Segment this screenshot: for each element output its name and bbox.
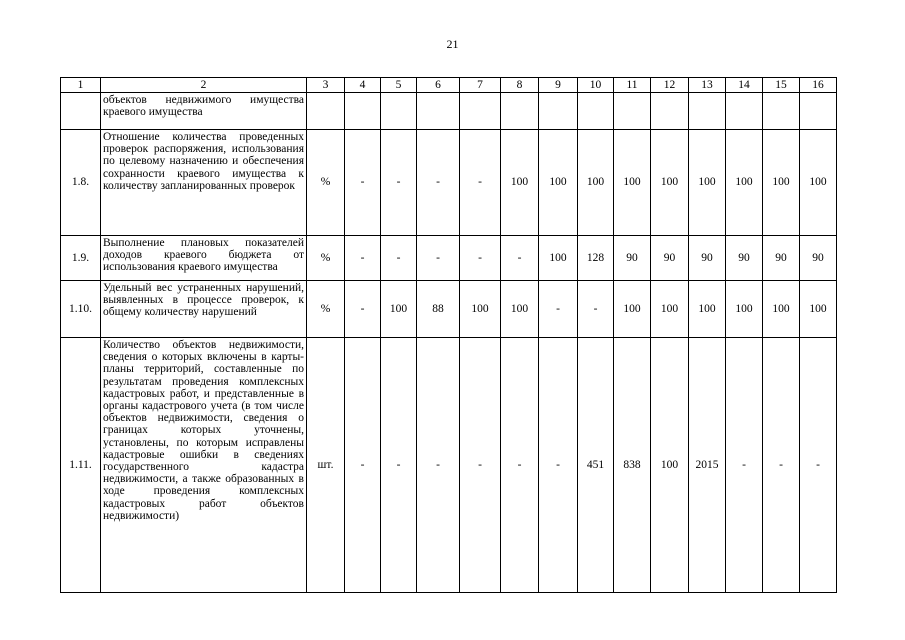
value-cell	[800, 93, 837, 130]
value-cell	[689, 93, 726, 130]
value-cell: 100	[800, 130, 837, 236]
value-cell	[726, 93, 763, 130]
indicator-table	[60, 77, 837, 593]
value-cell: 90	[800, 236, 837, 281]
value-cell: 100	[614, 281, 651, 338]
value-cell: -	[417, 130, 460, 236]
value-cell: 451	[578, 338, 614, 593]
header-cell: 3	[307, 78, 345, 93]
value-cell: -	[345, 338, 381, 593]
value-cell: -	[345, 130, 381, 236]
table-row	[61, 338, 837, 593]
value-cell: -	[501, 236, 539, 281]
value-cell: 90	[614, 236, 651, 281]
unit-cell: шт.	[307, 338, 345, 593]
value-cell: -	[501, 338, 539, 593]
value-cell: 100	[501, 281, 539, 338]
value-cell: 128	[578, 236, 614, 281]
value-cell: -	[345, 236, 381, 281]
header-cell: 4	[345, 78, 381, 93]
row-number: 1.10.	[61, 281, 101, 338]
value-cell: -	[417, 236, 460, 281]
unit-cell	[307, 93, 345, 130]
value-cell: -	[726, 338, 763, 593]
indicator-description: Отношение количества проведенных проверок распоряжения, использования по целевому назначению и обеспечения сохранности краевого имущества к количеству запланированных проверок	[101, 130, 307, 236]
value-cell: 100	[763, 130, 800, 236]
value-cell: 838	[614, 338, 651, 593]
value-cell	[651, 93, 689, 130]
row-number: 1.8.	[61, 130, 101, 236]
value-cell: 88	[417, 281, 460, 338]
value-cell: 100	[689, 281, 726, 338]
indicator-description: Выполнение плановых показателей доходов краевого бюджета от использования краевого имущества	[101, 236, 307, 281]
value-cell	[763, 93, 800, 130]
value-cell: 100	[539, 130, 578, 236]
unit-cell: %	[307, 281, 345, 338]
indicator-description: Удельный вес устраненных нарушений, выявленных в процессе проверок, к общему количеству нарушений	[101, 281, 307, 338]
row-number: 1.11.	[61, 338, 101, 593]
value-cell: 100	[539, 236, 578, 281]
header-cell: 11	[614, 78, 651, 93]
header-cell: 13	[689, 78, 726, 93]
value-cell: 100	[381, 281, 417, 338]
value-cell: 100	[614, 130, 651, 236]
row-number: 1.9.	[61, 236, 101, 281]
value-cell: -	[460, 130, 501, 236]
value-cell: 100	[726, 281, 763, 338]
header-cell: 5	[381, 78, 417, 93]
value-cell: 100	[763, 281, 800, 338]
value-cell: -	[381, 338, 417, 593]
header-cell: 1	[61, 78, 101, 93]
value-cell: 100	[501, 130, 539, 236]
header-cell: 2	[101, 78, 307, 93]
value-cell: 100	[460, 281, 501, 338]
header-cell: 10	[578, 78, 614, 93]
value-cell: -	[539, 281, 578, 338]
table-row	[61, 130, 837, 236]
value-cell	[381, 93, 417, 130]
indicator-description: объектов недвижимого имущества краевого имущества	[101, 93, 307, 130]
value-cell: -	[345, 281, 381, 338]
header-cell: 7	[460, 78, 501, 93]
value-cell: 90	[726, 236, 763, 281]
value-cell	[460, 93, 501, 130]
value-cell: -	[381, 130, 417, 236]
value-cell: -	[578, 281, 614, 338]
value-cell: -	[460, 338, 501, 593]
header-cell: 8	[501, 78, 539, 93]
value-cell: -	[763, 338, 800, 593]
header-cell: 16	[800, 78, 837, 93]
row-number	[61, 93, 101, 130]
header-cell: 15	[763, 78, 800, 93]
value-cell: -	[417, 338, 460, 593]
indicator-description: Количество объектов недвижимости, сведения о которых включены в карты-планы территорий, составленные по результатам проведения комплексных кадастровых работ, и представленные в органы кадастрового учета (в том числе объектов недвижимости, сведения о границах которых уточнены, установлены, по которым исправлены кадастровые ошибки в сведениях государственного кадастра недвижимости, а также образованных в ходе проведения комплексных кадастровых работ объектов недвижимости)	[101, 338, 307, 593]
value-cell	[539, 93, 578, 130]
header-row	[61, 78, 837, 93]
page-number: 21	[446, 37, 459, 51]
value-cell: 90	[763, 236, 800, 281]
value-cell	[345, 93, 381, 130]
unit-cell: %	[307, 130, 345, 236]
header-cell: 6	[417, 78, 460, 93]
value-cell: 100	[578, 130, 614, 236]
header-cell: 14	[726, 78, 763, 93]
value-cell	[614, 93, 651, 130]
value-cell: 2015	[689, 338, 726, 593]
header-cell: 12	[651, 78, 689, 93]
value-cell: 100	[689, 130, 726, 236]
value-cell: 100	[651, 281, 689, 338]
table-row	[61, 236, 837, 281]
unit-cell: %	[307, 236, 345, 281]
value-cell: -	[460, 236, 501, 281]
value-cell	[578, 93, 614, 130]
value-cell	[417, 93, 460, 130]
value-cell: -	[800, 338, 837, 593]
value-cell: 90	[689, 236, 726, 281]
value-cell: 100	[651, 130, 689, 236]
value-cell: -	[381, 236, 417, 281]
value-cell: 100	[726, 130, 763, 236]
value-cell: 90	[651, 236, 689, 281]
table-row	[61, 281, 837, 338]
header-cell: 9	[539, 78, 578, 93]
value-cell: 100	[651, 338, 689, 593]
value-cell: -	[539, 338, 578, 593]
value-cell: 100	[800, 281, 837, 338]
table-row	[61, 93, 837, 130]
value-cell	[501, 93, 539, 130]
